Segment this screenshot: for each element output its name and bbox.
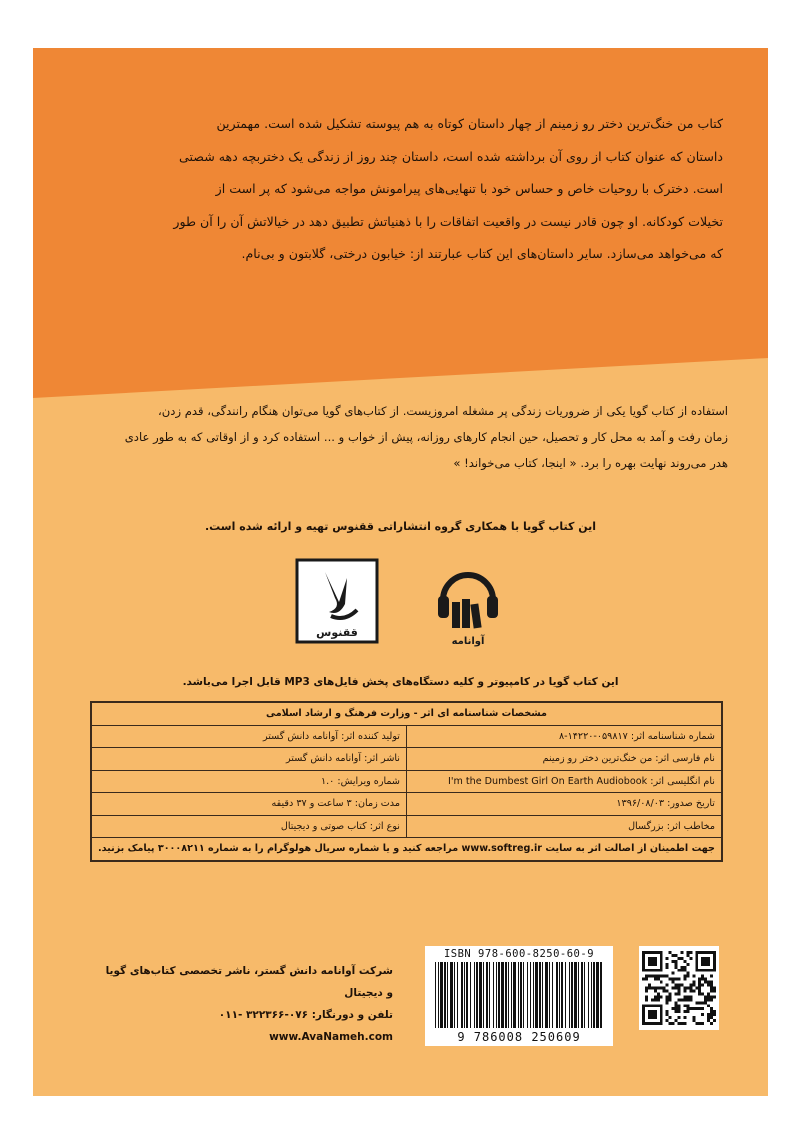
mp3-playback-note: این کتاب گویا در کامپیوتر و کلیه دستگاه‌های پخش فایل‌های MP3 قابل اجرا می‌باشد. — [182, 676, 619, 688]
table-header: مشخصات شناسنامه ای اثر - وزارت فرهنگ و ارشاد اسلامی — [91, 702, 722, 725]
usage-line: هدر می‌روند نهایت بهره را برد. « اینجا، کتاب می‌خواند! » — [453, 456, 728, 470]
cooperation-note: این کتاب گویا با همکاری گروه انتشاراتی ققنوس تهیه و ارائه شده است. — [204, 520, 597, 533]
table-cell: شماره ویرایش: ۱.۰ — [91, 770, 406, 793]
qoqnoos-bird-icon — [295, 558, 379, 644]
synopsis-line: است. دخترک با روحیات خاص و حساس خود با تنهایی‌های پیرامونش مواجه می‌شود که پر است از — [215, 181, 723, 196]
synopsis-line: داستان که عنوان کتاب از روی آن برداشته شده است، داستان چند روز از زندگی یک دختربچه دهه شصتی — [179, 148, 723, 164]
isbn-label: ISBN 978-600-8250-60-9 — [443, 948, 595, 960]
avaname-logo — [433, 558, 503, 648]
table-cell: تاریخ صدور: ۱۳۹۶/۰۸/۰۳ — [406, 793, 721, 816]
qr-code — [639, 946, 719, 1030]
headphones-books-icon — [433, 558, 503, 648]
synopsis-line: تخیلات کودکانه. او چون قادر نیست در واقعیت اتفاقات را با ذهنیاتش تطبیق دهد در خیالاتش آن را آن طور — [173, 213, 723, 229]
barcode-digits: 9 786008 250609 — [457, 1030, 581, 1044]
table-row — [91, 748, 722, 771]
table-cell: شماره شناسنامه اثر: ۰۵۹۸۱۷-۱۴۲۲۰-۸ — [406, 725, 721, 748]
identification-table — [90, 701, 723, 862]
table-row — [91, 770, 722, 793]
table-cell: ناشر اثر: آوانامه دانش گستر — [91, 748, 406, 771]
synopsis-line: که می‌خواهد می‌سازد. سایر داستان‌های این کتاب عبارتند از: خیابون درختی، گلابتون و بی‌نام. — [241, 246, 723, 261]
qoqnoos-logo-label: ققنوس — [316, 626, 358, 639]
table-cell: مدت زمان: ۳ ساعت و ۳۷ دقیقه — [91, 793, 406, 816]
publisher-info — [103, 960, 393, 1048]
audiobook-usage-text — [73, 398, 728, 476]
table-row — [91, 725, 722, 748]
orange-band-slant — [33, 358, 768, 398]
table-cell: نوع اثر: کتاب صوتی و دیجیتال — [91, 815, 406, 838]
table-row — [91, 702, 722, 725]
table-cell: نام فارسی اثر: من خنگ‌ترین دختر رو زمینم — [406, 748, 721, 771]
table-row — [91, 838, 722, 861]
book-back-cover — [33, 48, 768, 1096]
avaname-logo-label: آوانامه — [451, 636, 485, 647]
synopsis-line: کتاب من خنگ‌ترین دختر رو زمینم از چهار داستان کوتاه به هم پیوسته تشکیل شده است. مهمترین — [216, 116, 723, 131]
usage-line: زمان رفت و آمد به محل کار و تحصیل، حین انجام کارهای روزانه، پیش از خواب و ... استفاده کرد و از اوقاتی که به طور عادی — [124, 430, 728, 444]
qr-code-icon — [642, 949, 716, 1027]
publisher-name: شرکت آوانامه دانش گستر، ناشر تخصصی کتاب‌های گویا و دیجیتال — [105, 965, 393, 999]
book-synopsis — [78, 108, 723, 271]
barcode-icon — [433, 962, 605, 1028]
table-cell: مخاطب اثر: بزرگسال — [406, 815, 721, 838]
table-cell: نام انگلیسی اثر: I'm the Dumbest Girl On Earth Audiobook — [406, 770, 721, 793]
table-row — [91, 815, 722, 838]
table-row — [91, 793, 722, 816]
isbn-barcode — [425, 946, 613, 1046]
usage-line: استفاده از کتاب گویا یکی از ضروریات زندگی پر مشغله امروزیست. از کتاب‌های گویا می‌توان هنگام رانندگی، قدم زدن، — [158, 404, 728, 418]
qoqnoos-logo — [295, 558, 379, 644]
publisher-website: www.AvaNameh.com — [269, 1031, 393, 1043]
table-footer: جهت اطمینان از اصالت اثر به سایت www.softreg.ir مراجعه کنید و یا شماره سریال هولوگرام را به شماره ۳۰۰۰۸۲۱۱ پیامک بزنید. — [91, 838, 722, 861]
table-cell: تولید کننده اثر: آوانامه دانش گستر — [91, 725, 406, 748]
publisher-phone: تلفن و دورنگار: ۰۷۶-۳۲۲۳۶۶ -۰۱۱ — [218, 1009, 393, 1021]
